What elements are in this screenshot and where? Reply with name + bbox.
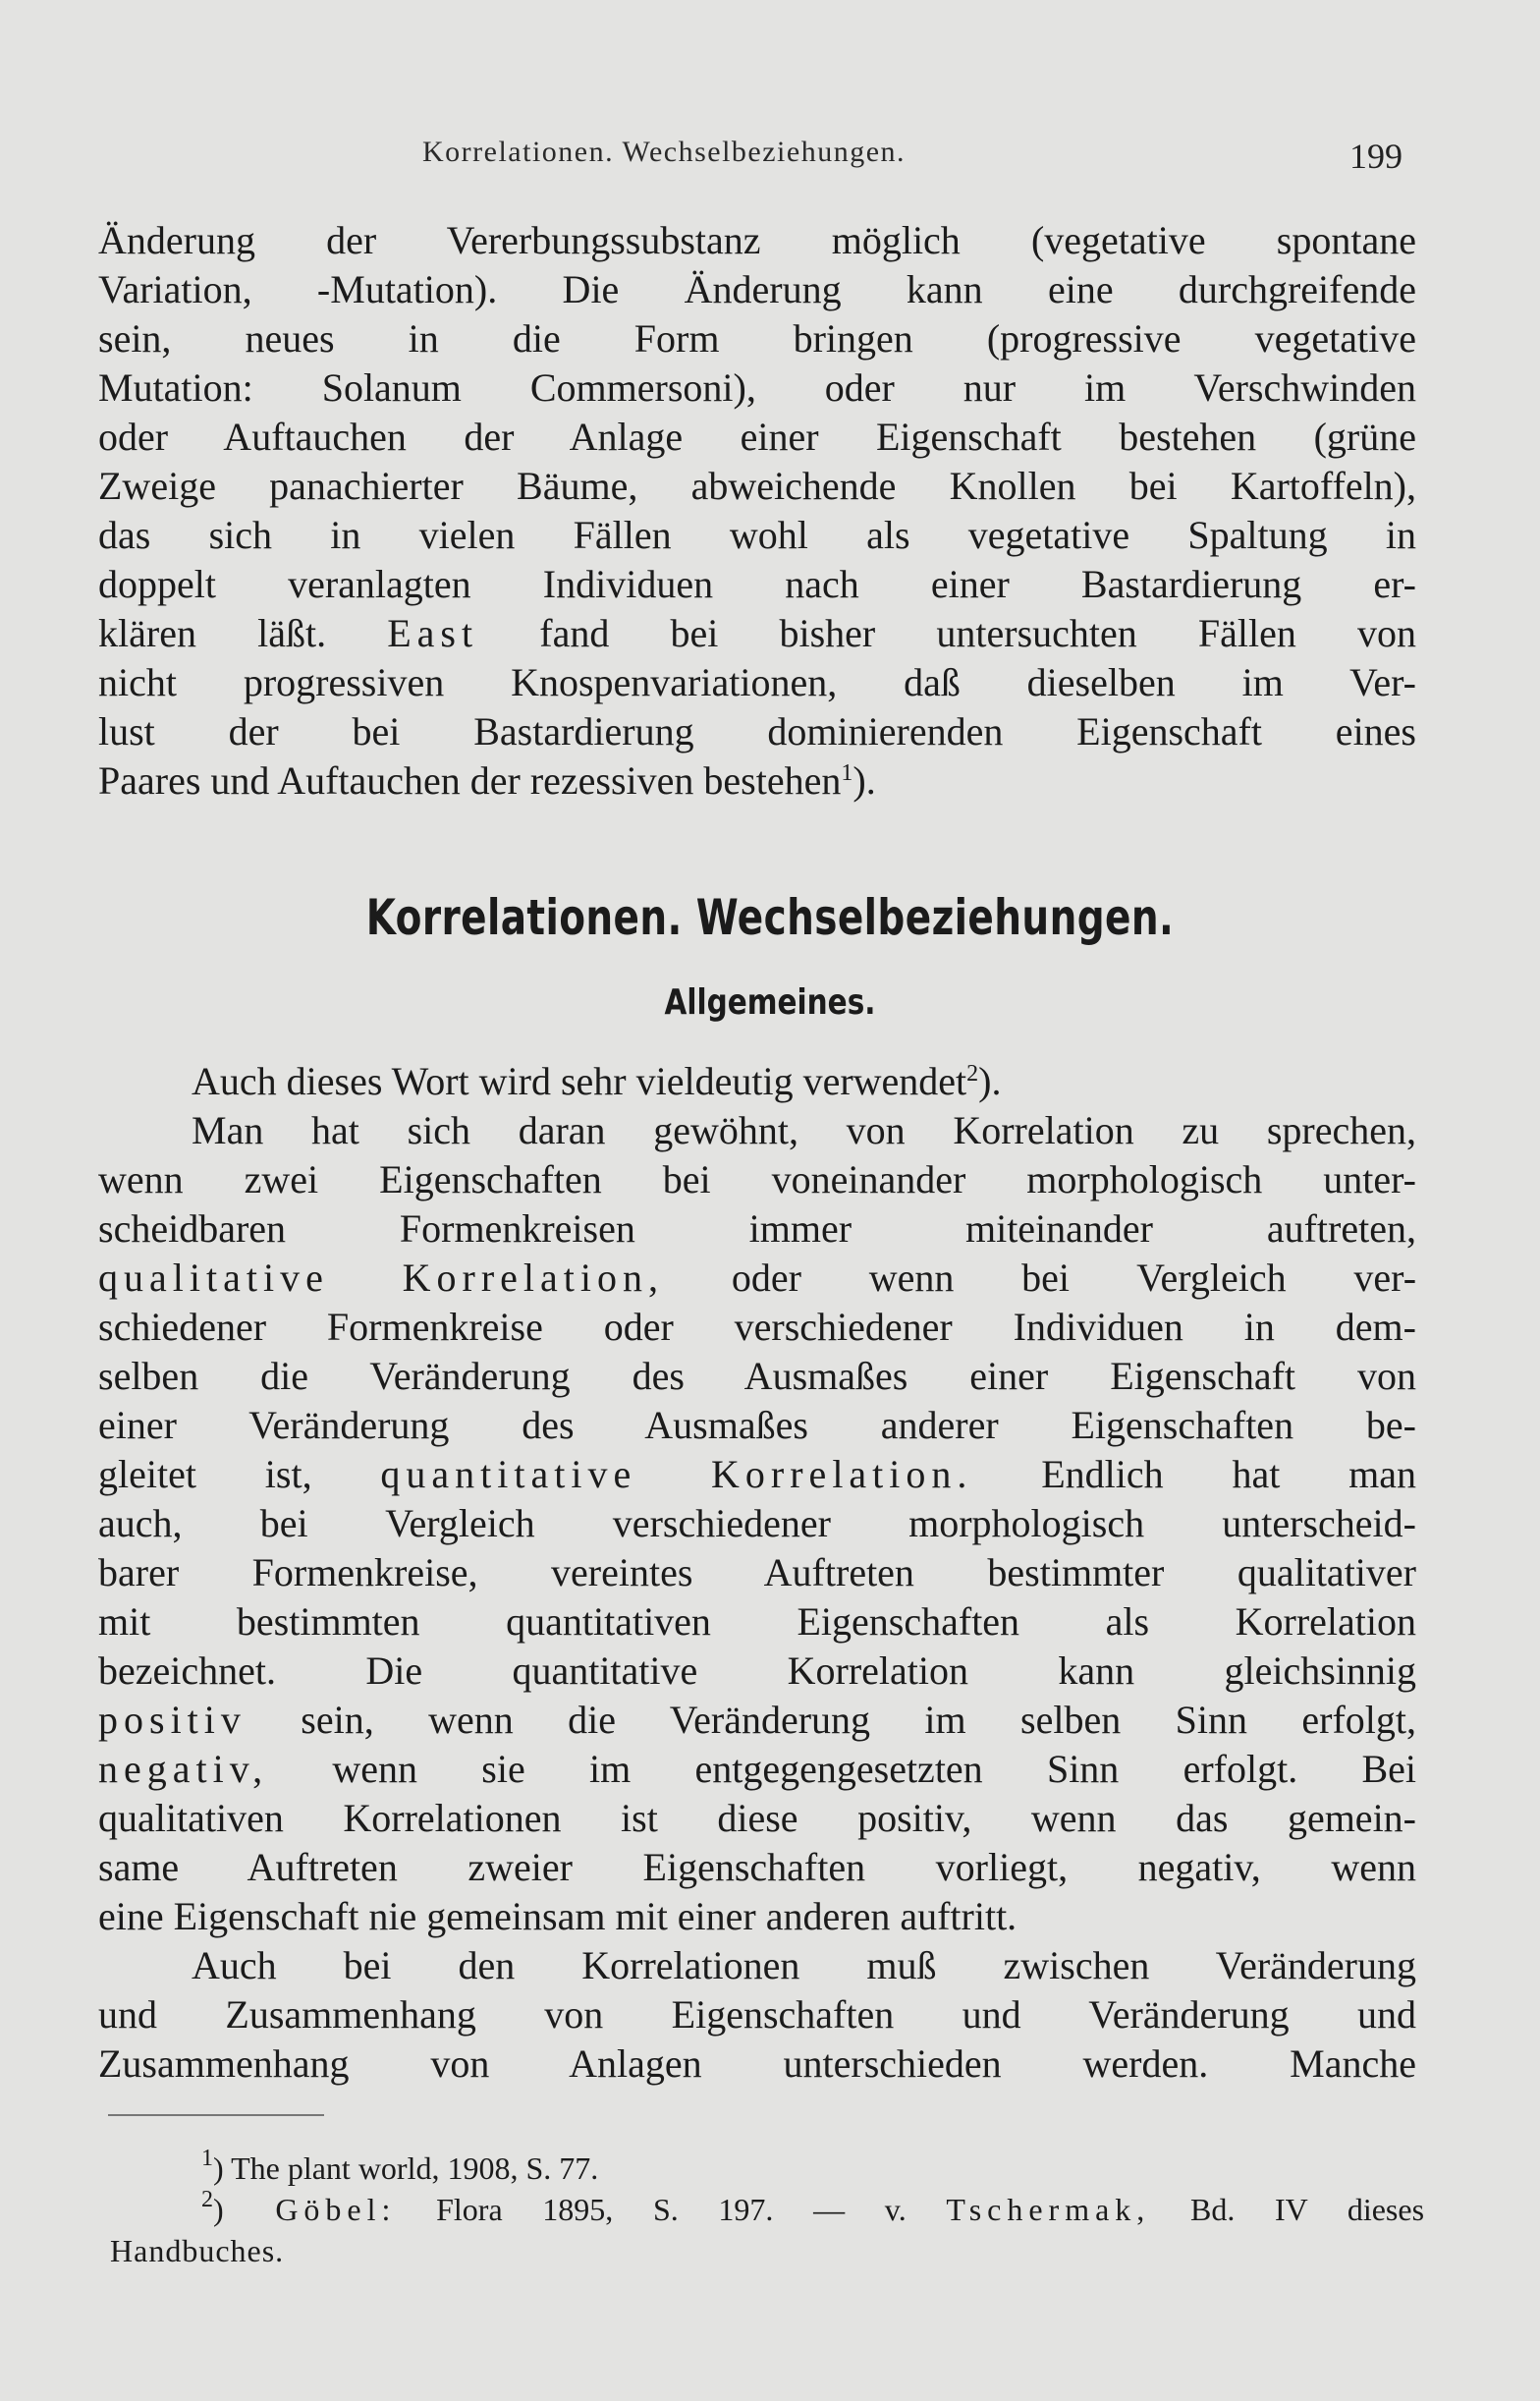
text-line: Zusammenhang von Anlagen unterschieden werden. Manche xyxy=(98,2041,1416,2086)
text-line xyxy=(98,1057,1416,1106)
text-span: ). xyxy=(978,1059,1002,1103)
text-line: wenn zwei Eigenschaften bei voneinander morphologisch unter- xyxy=(98,1157,1416,1201)
footnote-1 xyxy=(98,2148,1424,2189)
text-line: qualitativen Korrelationen ist diese positiv, wenn das gemein- xyxy=(98,1796,1416,1840)
footnote-2 xyxy=(98,2189,1424,2230)
footnote-author-spaced: Tschermak, xyxy=(946,2192,1151,2227)
text-line: sein, neues in die Form bringen (progressive vegetative xyxy=(98,316,1416,361)
sub-heading: Allgemeines. xyxy=(664,982,876,1023)
text-line: und Zusammenhang von Eigenschaften und Veränderung und xyxy=(98,1992,1416,2037)
text-line: mit bestimmten quantitativen Eigenschaften als Korrelation xyxy=(98,1599,1416,1644)
emphasis-spaced: positiv xyxy=(98,1698,247,1742)
text-span: Paares und Auftauchen der rezessiven bestehen xyxy=(98,758,842,803)
text-line xyxy=(98,756,1416,806)
footnote-2-continued: Handbuches. xyxy=(110,2233,285,2268)
text-span: Endlich hat man xyxy=(1041,1452,1416,1496)
footnote-ref: 2 xyxy=(966,1061,979,1087)
emphasis-spaced: qualitative Korrelation, xyxy=(98,1256,665,1300)
text-line: nicht progressiven Knospenvariationen, daß dieselben im Ver- xyxy=(98,660,1416,704)
text-line: auch, bei Vergleich verschiedener morphologisch unterscheid- xyxy=(98,1501,1416,1545)
text-line: doppelt veranlagten Individuen nach einer Bastardierung er- xyxy=(98,562,1416,606)
text-line: Mutation: Solanum Commersoni), oder nur im Verschwinden xyxy=(98,365,1416,410)
footnote-ref: 1 xyxy=(841,760,853,786)
text-line: Änderung der Vererbungssubstanz möglich (vegetative spontane xyxy=(98,218,1416,262)
text-span: ). xyxy=(852,758,876,803)
footnote-mark: 2 xyxy=(201,2187,213,2212)
text-line xyxy=(98,1254,1416,1303)
footnote-text: Bd. IV dieses xyxy=(1189,2192,1425,2227)
text-line: Variation, -Mutation). Die Änderung kann eine durchgreifende xyxy=(98,267,1416,311)
text-line: einer Veränderung des Ausmaßes anderer Eigenschaften be- xyxy=(98,1403,1416,1447)
footnote-rule xyxy=(108,2114,324,2116)
footnote-text: Flora 1895, S. 197. — v. xyxy=(436,2192,907,2227)
text-line: scheidbaren Formenkreisen immer miteinander auftreten, xyxy=(98,1206,1416,1251)
text-line: oder Auftauchen der Anlage einer Eigenschaft bestehen (grüne xyxy=(98,415,1416,459)
paragraph-continuation xyxy=(98,216,1416,806)
text-line: bezeichnet. Die quantitative Korrelation kann gleichsinnig xyxy=(98,1648,1416,1693)
emphasis-spaced: quantitative Korrelation. xyxy=(380,1452,973,1496)
section-heading: Korrelationen. Wechselbeziehungen. xyxy=(365,889,1175,946)
text-line: lust der bei Bastardierung dominierenden Eigenschaft eines xyxy=(98,709,1416,754)
text-line: selben die Veränderung des Ausmaßes einer Eigenschaft von xyxy=(98,1354,1416,1398)
author-name-spaced: East xyxy=(387,611,479,655)
footnote-author-spaced: ) Göbel: xyxy=(213,2192,397,2227)
text-line xyxy=(98,609,1416,658)
emphasis-spaced: negativ, xyxy=(98,1747,269,1791)
footnote-text: ) The plant world, 1908, S. 77. xyxy=(213,2150,599,2186)
section-body xyxy=(98,1057,1416,2089)
text-line: Auch bei den Korrelationen muß zwischen Veränderung xyxy=(192,1943,1416,1987)
text-line: das sich in vielen Fällen wohl als vegetative Spaltung in xyxy=(98,513,1416,557)
text-line: Zweige panachierter Bäume, abweichende Knollen bei Kartoffeln), xyxy=(98,464,1416,508)
text-line: same Auftreten zweier Eigenschaften vorliegt, negativ, wenn xyxy=(98,1845,1416,1889)
running-head: Korrelationen. Wechselbeziehungen. xyxy=(422,136,907,168)
text-line: eine Eigenschaft nie gemeinsam mit einer anderen auftritt. xyxy=(98,1894,1018,1938)
text-span: fand bei bisher untersuchten Fällen von xyxy=(539,611,1416,655)
text-span: klären läßt. xyxy=(98,611,327,655)
footnotes xyxy=(98,2148,1424,2271)
text-line: barer Formenkreise, vereintes Auftreten bestimmter qualitativer xyxy=(98,1550,1416,1594)
text-line: schiedener Formenkreise oder verschiedener Individuen in dem- xyxy=(98,1305,1416,1349)
text-line xyxy=(98,1745,1416,1794)
text-line xyxy=(98,1450,1416,1499)
text-span: gleitet ist, xyxy=(98,1452,312,1496)
text-span: Auch dieses Wort wird sehr vieldeutig verwendet xyxy=(192,1059,967,1103)
text-line: Man hat sich daran gewöhnt, von Korrelation zu sprechen, xyxy=(192,1108,1416,1152)
text-span: oder wenn bei Vergleich ver- xyxy=(731,1256,1416,1300)
footnote-mark: 1 xyxy=(201,2146,213,2171)
text-span: wenn sie im entgegengesetzten Sinn erfolgt. Bei xyxy=(332,1747,1416,1791)
page-number: 199 xyxy=(1349,137,1402,176)
text-span: sein, wenn die Veränderung im selben Sinn erfolgt, xyxy=(301,1698,1416,1742)
text-line xyxy=(98,1696,1416,1745)
